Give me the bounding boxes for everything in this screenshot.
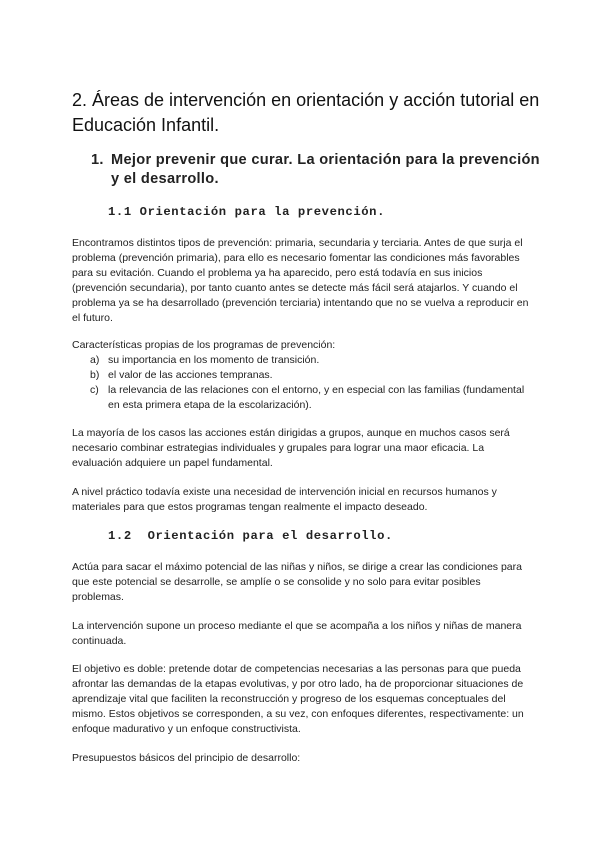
- list-item-text: el valor de las acciones tempranas.: [108, 369, 273, 381]
- list-item-text: la relevancia de las relaciones con el entorno, y en especial con las familias (fundamental en esta primera etapa de la escolarización).: [108, 384, 525, 411]
- features-list: [72, 353, 532, 413]
- subsection-number: 1.: [91, 152, 104, 168]
- prevention-heading: 1.1 Orientación para la prevención.: [108, 205, 385, 219]
- list-marker: a): [90, 354, 100, 366]
- features-intro: Características propias de los programas de prevención:: [72, 339, 336, 351]
- section-heading: 2. Áreas de intervención en orientación y acción tutorial en Educación Infantil.: [72, 90, 540, 135]
- list-marker: c): [90, 384, 99, 396]
- development-heading: 1.2 Orientación para el desarrollo.: [108, 529, 393, 543]
- prevention-intro-paragraph: Encontramos distintos tipos de prevención: primaria, secundaria y terciaria. Antes de que surja el problema (prevención primaria), para ello es necesario fomentar las condiciones más favorables para su evitación. Cuando el problema ya ha aparecido, pero está todavía en sus inicios (prevención secundaria), por tanto cuanto antes se detecte más fácil será atajarlos. Y cuando el problema ya se ha desarrollado (prevención terciaria) intentando que no se vuelva a reproducir en el futuro.: [72, 237, 529, 324]
- list-marker: b): [90, 369, 100, 381]
- development-paragraph-4: Presupuestos básicos del principio de desarrollo:: [72, 752, 301, 764]
- groups-paragraph: La mayoría de los casos las acciones están dirigidas a grupos, aunque en muchos casos será necesario combinar estrategias individuales y grupales para lograr una maor eficacia. La evaluación adquiere un papel fundamental.: [72, 427, 510, 469]
- practical-paragraph: A nivel práctico todavía existe una necesidad de intervención inicial en recursos humanos y materiales para que estos programas tengan realmente el impacto deseado.: [72, 486, 497, 513]
- development-paragraph-1: Actúa para sacar el máximo potencial de las niñas y niños, se dirige a crear las condiciones para que este potencial se desarrolle, se amplíe o se consolide y no solo para evitar posibles problemas.: [72, 561, 522, 603]
- list-item-text: su importancia en los momento de transición.: [108, 354, 320, 366]
- development-paragraph-2: La intervención supone un proceso mediante el que se acompaña a los niños y niñas de manera continuada.: [72, 620, 522, 647]
- subsection-heading: [91, 151, 541, 189]
- subsection-title: Mejor prevenir que curar. La orientación para la prevención y el desarrollo.: [111, 152, 540, 187]
- list-item: [72, 368, 532, 383]
- list-item: [72, 353, 532, 368]
- list-item: [72, 383, 532, 413]
- development-paragraph-3: El objetivo es doble: pretende dotar de competencias necesarias a las personas para que pueda afrontar las demandas de la etapas evolutivas, y por otro lado, ha de proporcionar situaciones de aprendizaje vital que faciliten la reconstrucción y progreso de los esquemas conceptuales del mismo. Estos objetivos se corresponden, a su vez, con enfoques diferentes, respectivamente: un enfoque madurativo y un enfoque constructivista.: [72, 663, 524, 735]
